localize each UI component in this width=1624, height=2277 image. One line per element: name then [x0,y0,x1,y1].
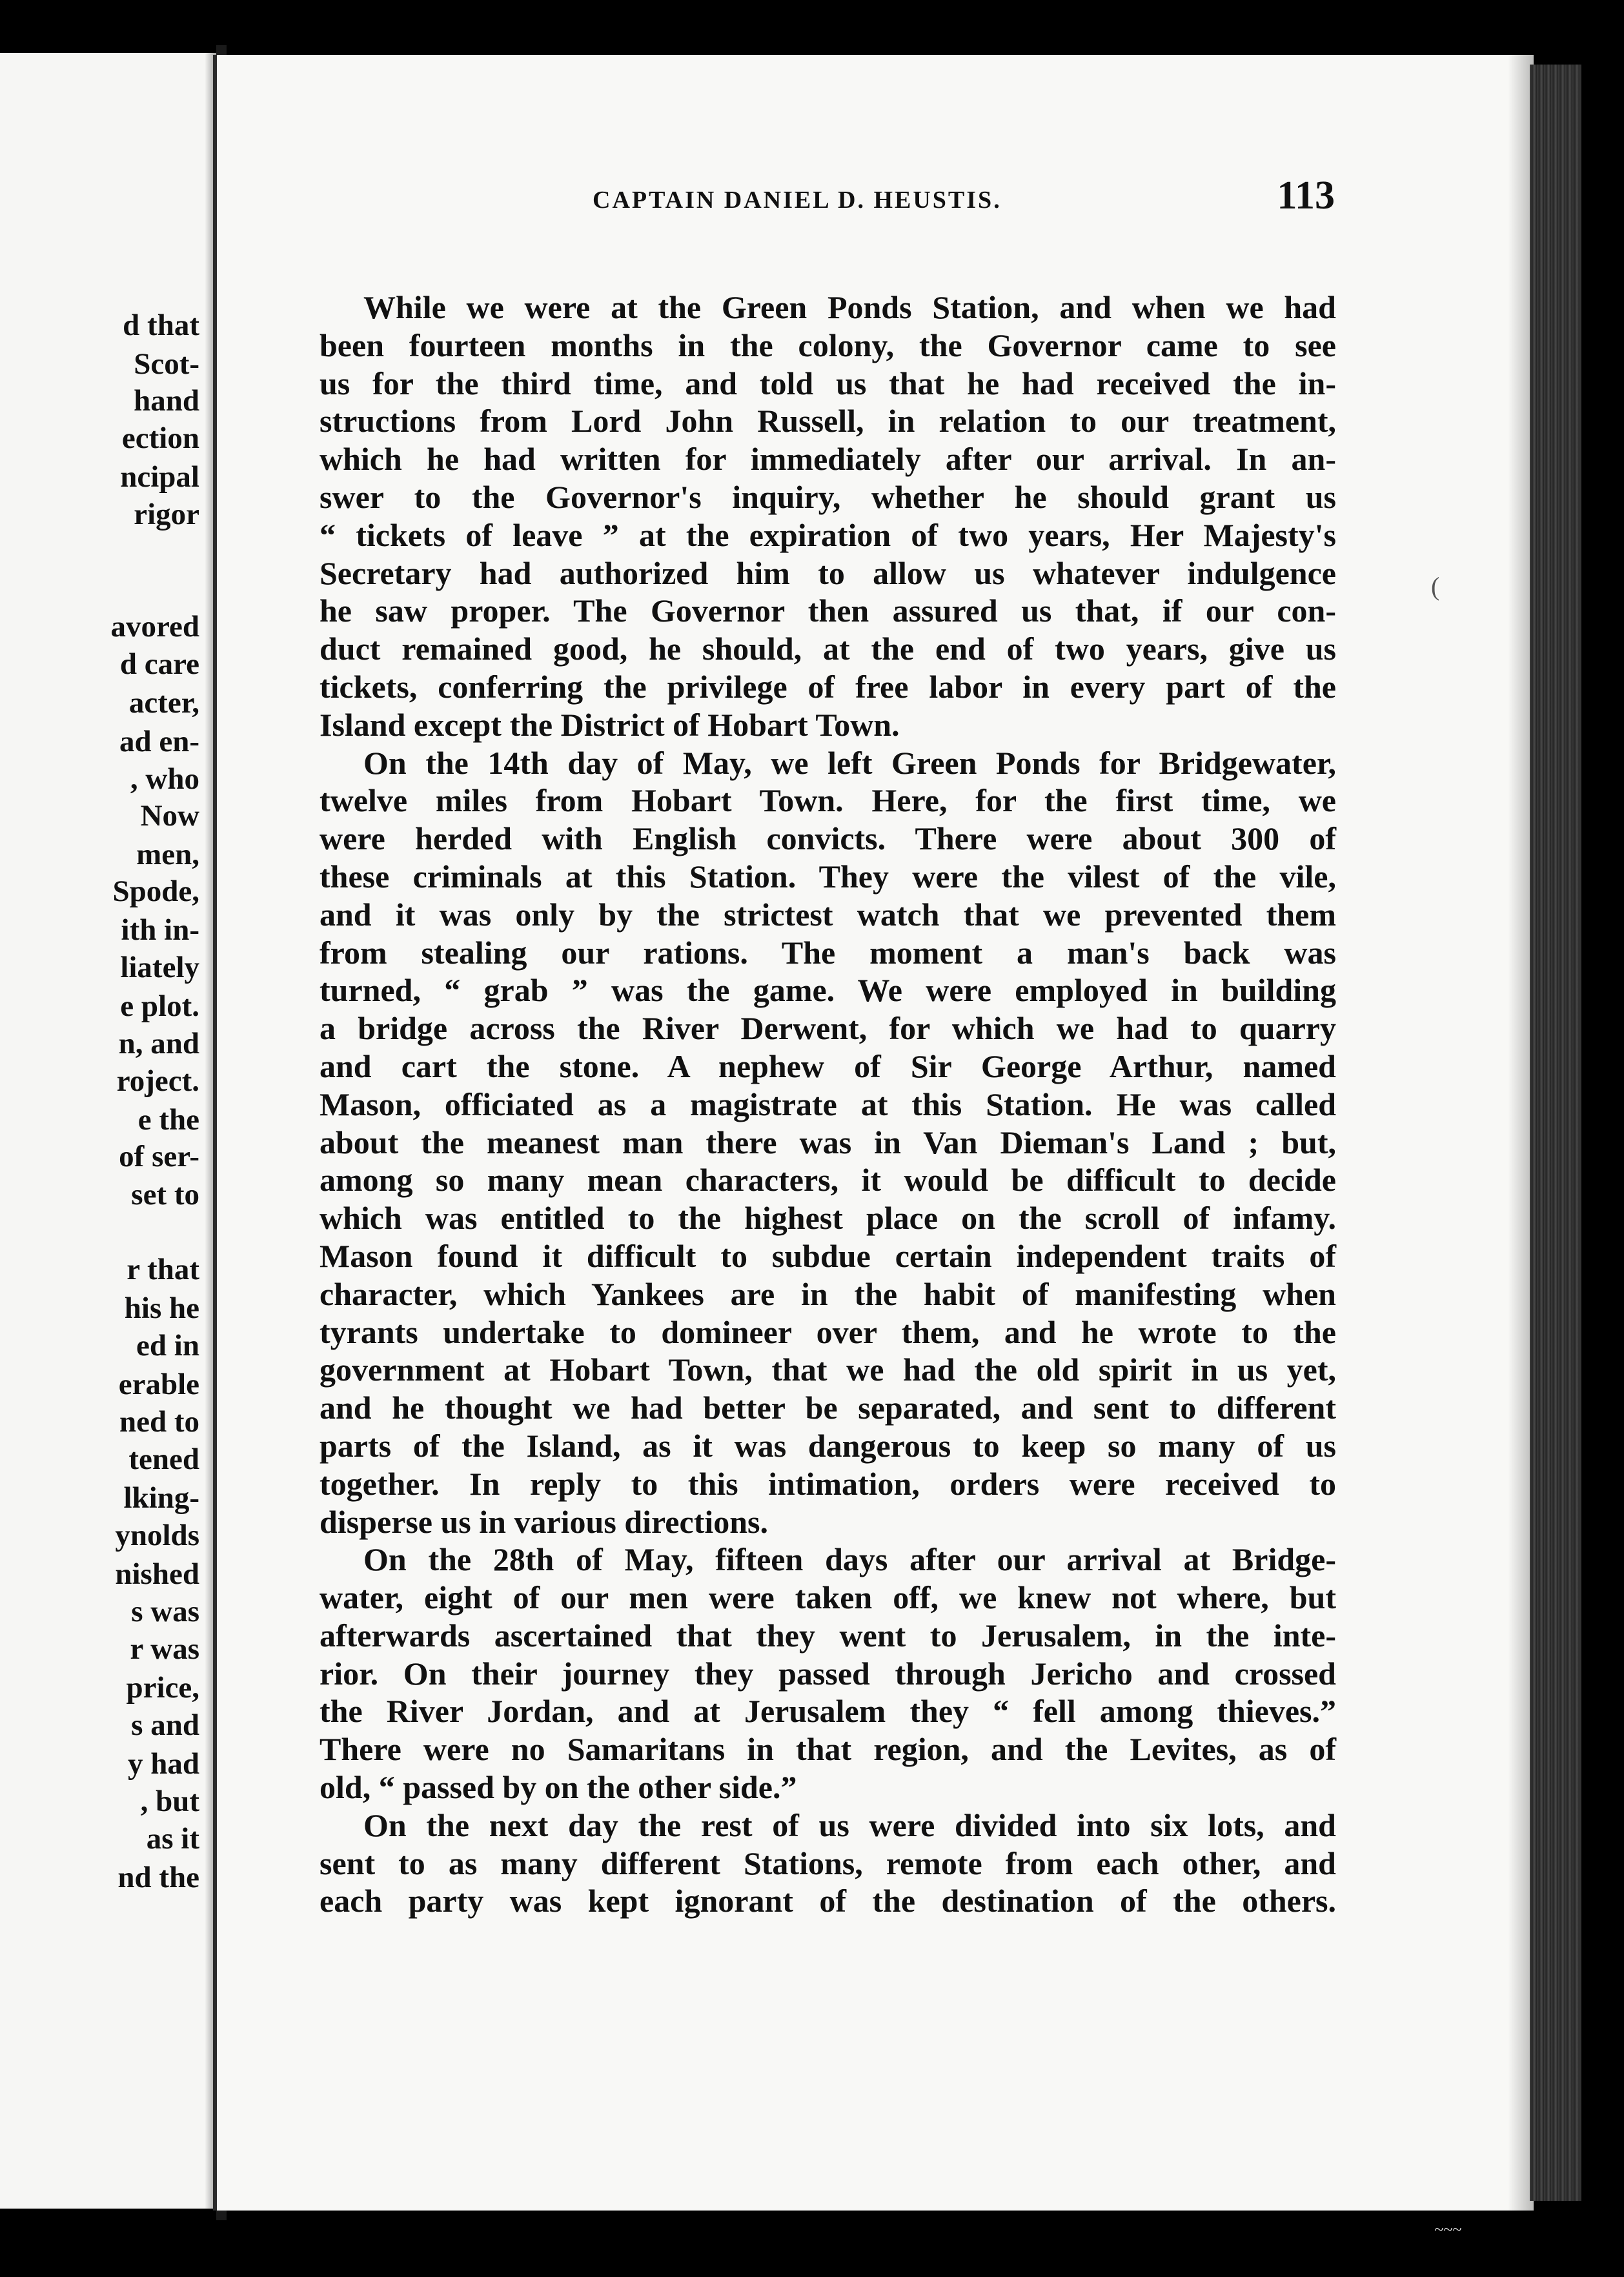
text-line: been fourteen months in the colony, the Governor came to see [320,327,1336,363]
left-page-fragment: e the [137,1103,199,1137]
left-page-fragment: ith in- [121,913,199,947]
left-page-fragment: of ser- [119,1140,199,1173]
text-line: On the next day the rest of us were divided into six lots, and [363,1806,1336,1843]
left-page-fragment: hand [134,384,199,418]
left-page-fragment: Scot- [134,347,199,381]
text-line: There were no Samaritans in that region, and the Levites, as of [320,1731,1336,1768]
text-line: Mason found it difficult to subdue certain independent traits of [320,1237,1336,1274]
left-page-fragment: ed in [136,1329,199,1362]
stray-mark: ( [1431,572,1440,601]
text-line: tyrants undertake to domineer over them, and he wrote to the [320,1313,1336,1350]
text-line: he saw proper. The Governor then assured us that, if our con- [320,592,1336,629]
left-page-fragment: e plot. [120,989,199,1023]
text-line: disperse us in various directions. [320,1503,768,1540]
text-line: about the meanest man there was in Van Dieman's Land ; but, [320,1124,1336,1160]
text-line: old, “ passed by on the other side.” [320,1769,797,1806]
text-line: On the 28th of May, fifteen days after our arrival at Bridge- [363,1541,1336,1578]
left-page-fragment: ection [121,421,199,455]
left-page-fragment: erable [118,1368,199,1401]
left-page-fragment: ned to [119,1405,199,1439]
text-line: among so many mean characters, it would be difficult to decide [320,1162,1336,1199]
left-page-fragment: s and [131,1708,199,1742]
body-text [320,288,1336,1920]
bottom-mark: ~~~ [1434,2220,1462,2239]
left-page-fragment: lking- [123,1481,199,1515]
text-line: the River Jordan, and at Jerusalem they “ fell among thieves.” [320,1693,1336,1730]
left-page-fragment: nished [115,1557,199,1591]
left-page-fragment: , but [140,1785,199,1818]
text-line: and he thought we had better be separated, and sent to different [320,1390,1336,1426]
text-line: parts of the Island, as it was dangerous to keep so many of us [320,1427,1336,1464]
left-page-fragment: , who [130,762,199,796]
left-page-fragment: as it [146,1822,199,1856]
text-line: which was entitled to the highest place on the scroll of infamy. [320,1200,1336,1237]
text-line: these criminals at this Station. They were the vilest of the vile, [320,858,1336,895]
text-line: which he had written for immediately after our arrival. In an- [320,441,1336,478]
text-line: “ tickets of leave ” at the expiration of two years, Her Majesty's [320,516,1336,553]
text-line: turned, “ grab ” was the game. We were employed in building [320,972,1336,1009]
left-page-fragment: ynolds [115,1519,199,1552]
text-line: each party was kept ignorant of the destination of the others. [320,1883,1336,1919]
left-page-fragment: Now [140,799,199,833]
text-line: Secretary had authorized him to allow us whatever indulgence [320,554,1336,591]
text-line: together. In reply to this intimation, orders were received to [320,1465,1336,1502]
text-line: swer to the Governor's inquiry, whether he should grant us [320,478,1336,515]
text-line: us for the third time, and told us that he had received the in- [320,365,1336,401]
text-line: afterwards ascertained that they went to Jerusalem, in the inte- [320,1617,1336,1654]
left-facing-page [0,53,216,2209]
left-page-fragment: avored [110,610,199,643]
left-page-fragment: r was [130,1632,199,1666]
left-page-fragment: Spode, [112,875,199,908]
left-page-fragment: ad en- [119,725,199,758]
text-line: tickets, conferring the privilege of free labor in every part of the [320,668,1336,705]
left-page-fragment: nd the [117,1861,199,1894]
left-page-fragment: n, and [118,1027,199,1060]
text-line: character, which Yankees are in the habit of manifesting when [320,1275,1336,1312]
left-page-fragment: r that [127,1253,199,1286]
text-line: sent to as many different Stations, remote from each other, and [320,1845,1336,1881]
left-page-fragment: y had [127,1747,199,1781]
left-page-fragment: rigor [134,498,199,531]
text-line: While we were at the Green Ponds Station, and when we had [363,289,1336,325]
text-line: Island except the District of Hobart Town. [320,706,900,743]
text-line: structions from Lord John Russell, in relation to our treatment, [320,403,1336,440]
text-line: On the 14th day of May, we left Green Ponds for Bridgewater, [363,744,1336,781]
left-page-fragment: his he [124,1291,199,1325]
text-line: and it was only by the strictest watch that we prevented them [320,896,1336,933]
left-page-fragment: s was [131,1595,199,1628]
left-page-fragment: d care [119,647,199,681]
running-title: CAPTAIN DANIEL D. HEUSTIS. [593,187,1002,214]
left-page-fragment: price, [126,1671,199,1705]
left-page-fragment: set to [131,1178,199,1211]
text-line: were herded with English convicts. There were about 300 of [320,820,1336,857]
left-page-fragment: ncipal [120,460,199,494]
text-line: twelve miles from Hobart Town. Here, for the first time, we [320,782,1336,819]
left-page-fragment: liately [120,951,199,984]
page-number: 113 [1277,174,1335,218]
text-line: a bridge across the River Derwent, for which we had to quarry [320,1010,1336,1047]
text-line: rior. On their journey they passed through Jericho and crossed [320,1655,1336,1692]
text-line: from stealing our rations. The moment a man's back was [320,934,1336,971]
left-page-fragment: d that [123,309,199,342]
left-page-fragment: men, [136,838,199,871]
text-line: and cart the stone. A nephew of Sir George Arthur, named [320,1047,1336,1084]
running-head [593,173,1335,225]
text-line: water, eight of our men were taken off, we knew not where, but [320,1579,1336,1616]
text-line: Mason, officiated as a magistrate at this Station. He was called [320,1086,1336,1122]
left-page-fragment: tened [128,1442,199,1476]
text-line: government at Hobart Town, that we had the old spirit in us yet, [320,1351,1336,1388]
text-line: duct remained good, he should, at the end of two years, give us [320,631,1336,667]
page-stack-edge [1530,65,1581,2201]
left-page-fragment: acter, [128,686,199,720]
left-page-fragment: roject. [116,1064,199,1098]
